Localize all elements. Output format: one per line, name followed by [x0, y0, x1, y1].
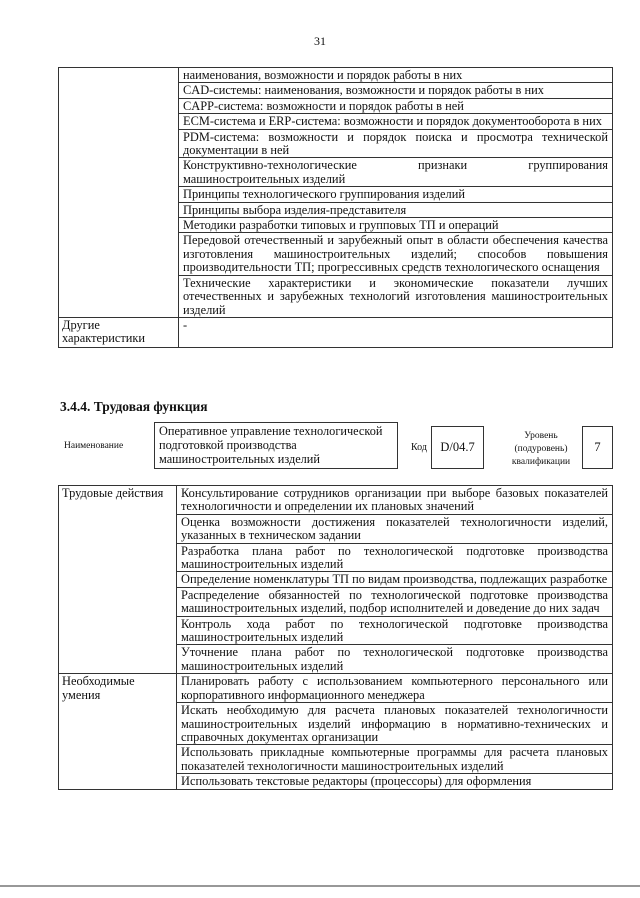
- page-number: 31: [314, 34, 326, 48]
- table-cell: Принципы выбора изделия-представителя: [179, 202, 613, 217]
- table-cell: Планировать работу с использованием компьютерного персонального или корпоративного информационного менеджера: [177, 674, 613, 703]
- table-cell: Принципы технологического группирования изделий: [179, 187, 613, 202]
- scan-edge: [0, 885, 640, 887]
- table-cell: наименования, возможности и порядок работы в них: [179, 68, 613, 83]
- table-cell: CAD-системы: наименования, возможности и порядок работы в них: [179, 83, 613, 98]
- table-cell: Использовать текстовые редакторы (процессоры) для оформления: [177, 774, 613, 789]
- row-label-empty: [59, 68, 179, 318]
- table-cell: Конструктивно-технологические признаки группирования машиностроительных изделий: [179, 158, 613, 187]
- required-skills-label: Необходимые умения: [59, 674, 177, 789]
- table-cell: Контроль хода работ по технологической подготовке производства машиностроительных изделий: [177, 616, 613, 645]
- table-cell: PDM-система: возможности и порядок поиска и просмотра технической документации в ней: [179, 129, 613, 158]
- table-row: [59, 486, 613, 515]
- table-cell: CAPP-система: возможности и порядок работы в ней: [179, 98, 613, 113]
- knowledge-table-body: [59, 68, 613, 348]
- knowledge-table-continued: [58, 67, 613, 348]
- table-cell: Технические характеристики и экономические показатели лучших отечественных и зарубежных технологий изготовления машиностроительных изделий: [179, 275, 613, 317]
- other-characteristics-label: Другие характеристики: [59, 317, 179, 347]
- labor-function-table: [58, 485, 613, 790]
- labor-function-table-body: [59, 486, 613, 790]
- qualification-level-label: Уровень (подуровень) квалификации: [511, 431, 571, 467]
- table-cell: ECM-система и ERP-система: возможности и порядок документооборота в них: [179, 114, 613, 129]
- other-characteristics-value: -: [179, 317, 613, 347]
- table-cell: Искать необходимую для расчета плановых показателей технологичности машиностроительных изделий информацию в нормативно-технических и справочных документах организации: [177, 703, 613, 745]
- name-label: Наименование: [64, 441, 124, 451]
- section-heading: 3.4.4. Трудовая функция: [60, 399, 208, 414]
- table-cell: Уточнение плана работ по технологической подготовке производства машиностроительных изделий: [177, 645, 613, 674]
- table-cell: Определение номенклатуры ТП по видам производства, подлежащих разработке: [177, 572, 613, 587]
- table-cell: Консультирование сотрудников организации при выборе базовых показателей технологичности и определении их плановых значений: [177, 486, 613, 515]
- table-row: [59, 317, 613, 347]
- function-name-box: Оперативное управление технологической подготовкой производства машиностроительных изделий: [154, 422, 398, 469]
- table-cell: Распределение обязанностей по технологической подготовке производства машиностроительных изделий, подбор исполнителей и доведение до них задач: [177, 587, 613, 616]
- qualification-level-box: 7: [582, 426, 613, 469]
- table-cell: Использовать прикладные компьютерные программы для расчета плановых показателей технологичности машиностроительных изделий: [177, 745, 613, 774]
- table-row: [59, 674, 613, 703]
- table-cell: Оценка возможности достижения показателей технологичности изделий, указанных в техническом задании: [177, 514, 613, 543]
- labor-actions-label: Трудовые действия: [59, 486, 177, 674]
- table-cell: Разработка плана работ по технологической подготовке производства машиностроительных изделий: [177, 543, 613, 572]
- function-code-box: D/04.7: [431, 426, 484, 469]
- table-row: [59, 68, 613, 83]
- code-label: Код: [411, 442, 427, 453]
- table-cell: Передовой отечественный и зарубежный опыт в области обеспечения качества изготовления машиностроительных изделий; способов повышения производительности ТП; прогрессивных средств технологического оснащения: [179, 233, 613, 275]
- table-cell: Методики разработки типовых и групповых ТП и операций: [179, 218, 613, 233]
